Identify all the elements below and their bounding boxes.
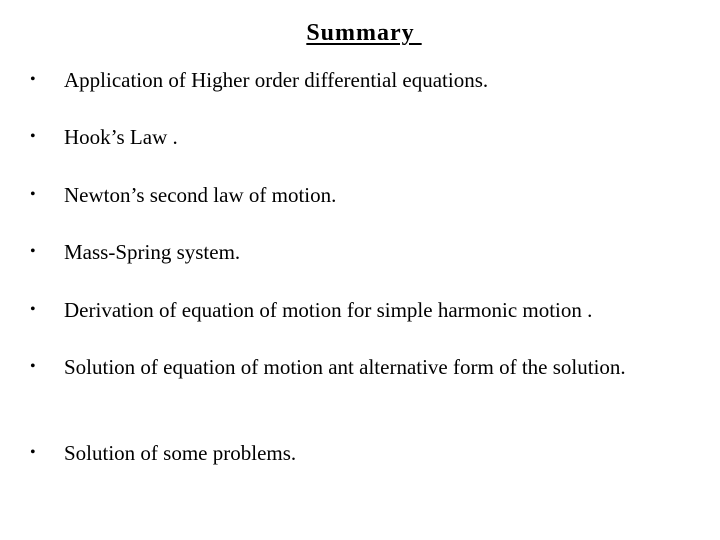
bullet-icon: •	[30, 71, 36, 88]
list-item-text: Hook’s Law .	[64, 125, 178, 149]
list-item-text: Solution of equation of motion ant alternative form of the solution.	[64, 355, 626, 379]
list-item	[30, 66, 700, 94]
list-item-text: Newton’s second law of motion.	[64, 183, 337, 207]
list-item	[30, 238, 700, 266]
list-item-text: Solution of some problems.	[64, 441, 297, 465]
list-item	[30, 353, 700, 381]
list-item	[30, 439, 700, 467]
list-item	[30, 123, 700, 151]
bullet-icon: •	[30, 128, 36, 145]
list-item-text: Derivation of equation of motion for simple harmonic motion .	[64, 298, 593, 322]
list-item-text: Application of Higher order differential equations.	[64, 68, 489, 92]
list-item	[30, 296, 700, 324]
list-item	[30, 181, 700, 209]
bullet-icon: •	[30, 243, 36, 260]
slide-title	[0, 18, 720, 48]
bullet-icon: •	[30, 186, 36, 203]
slide-title-text: Summary	[306, 20, 422, 46]
bullet-icon: •	[30, 444, 36, 461]
list-item-text: Mass-Spring system.	[64, 240, 241, 264]
bullet-icon: •	[30, 358, 36, 375]
bullet-icon: •	[30, 301, 36, 318]
